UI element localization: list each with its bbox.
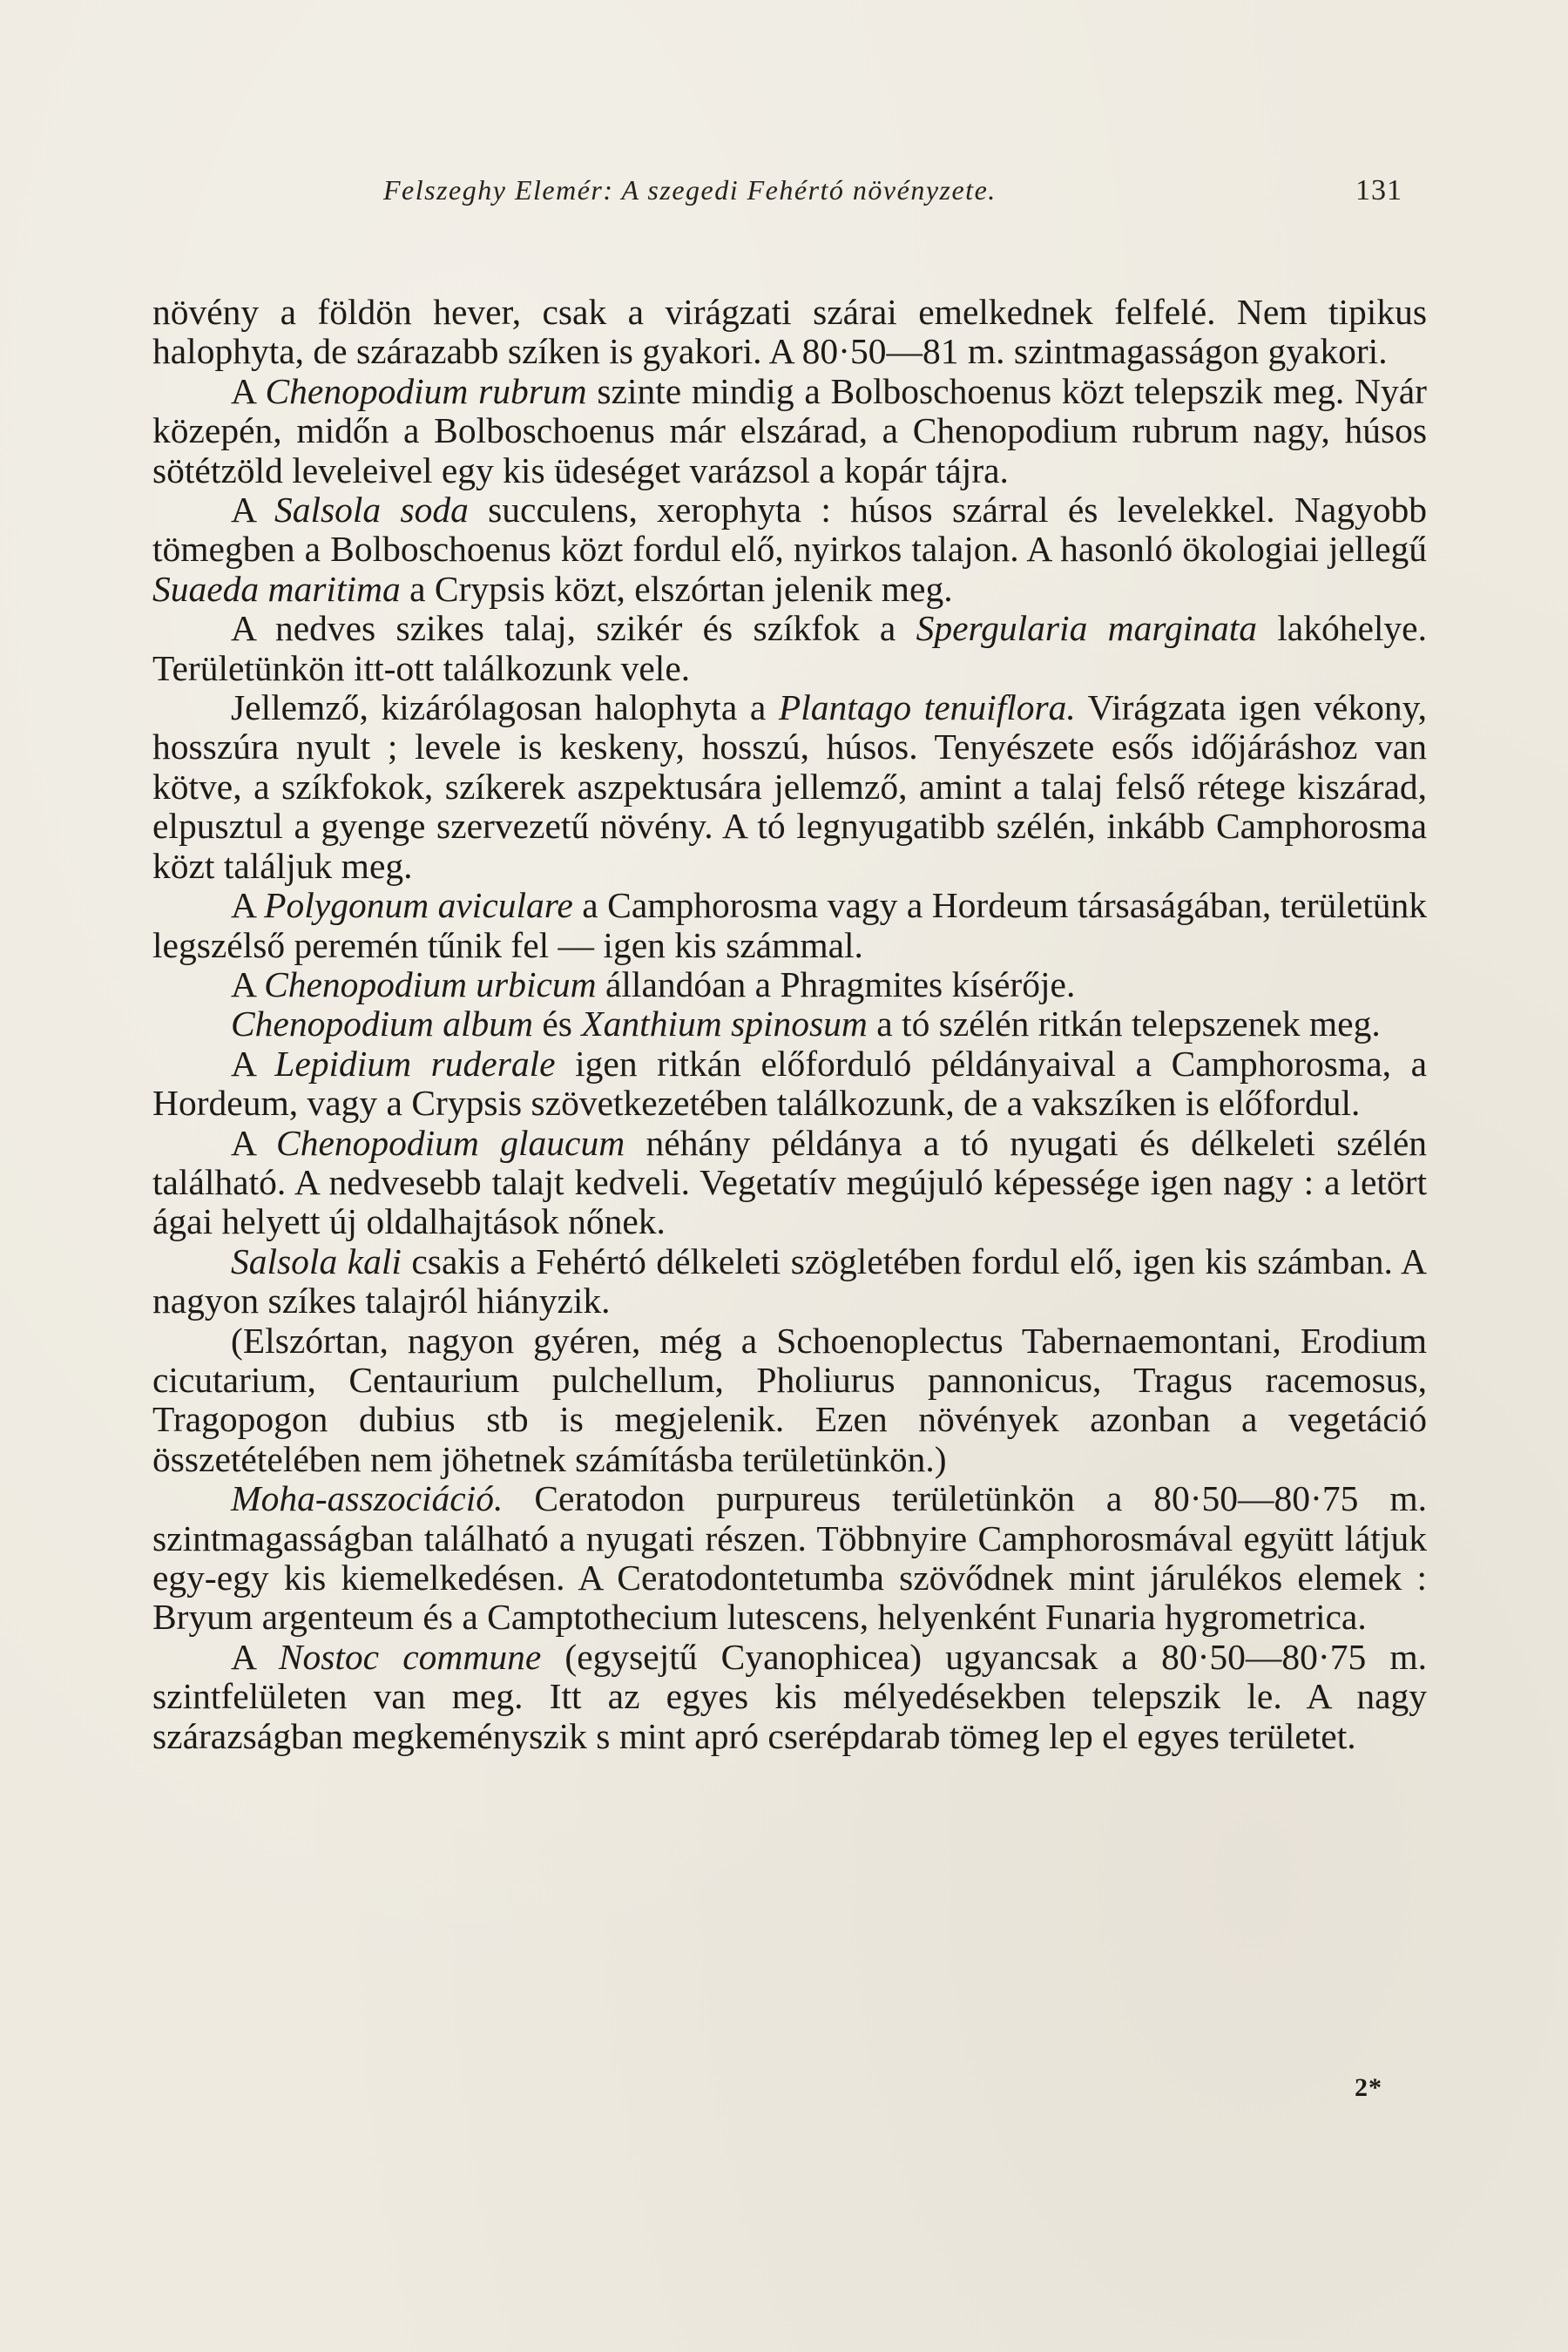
taxon-name: Suaeda maritima <box>152 568 401 609</box>
text-run: néhány példánya a tó nyugati és délkeleti szélén található. A nedvesebb talajt kedveli. Vegetatív megújuló képessége igen nagy : a letört ágai helyett új oldalhajtások nőnek. <box>152 1122 1427 1242</box>
text-run: igen ritkán előforduló példányaival a Camphorosma, a Hordeum, vagy a Crypsis szövetkezetében találkozunk, de a vakszíken is előfordul. <box>152 1043 1427 1124</box>
text-run: növény a földön hever, csak a virágzati szárai emelkednek felfelé. Nem tipikus halophyta, de szárazabb szíken is gyakori. A 80·50—81 m. szintmagasságon gyakori. <box>152 292 1427 372</box>
paragraph <box>152 372 1427 490</box>
paragraph <box>152 293 1427 372</box>
taxon-name: Polygonum aviculare <box>264 885 573 926</box>
text-run: A <box>231 490 274 531</box>
text-run: Ceratodon purpureus területünkön a 80·50—80·75 m. szintmagasságban található a nyugati részen. Többnyire Camphorosmával együtt látjuk egy-egy kis kiemelkedésen. A Ceratodontetumba szövődnek mint járulékos elemek : Bryum argenteum és a Camptothecium lutescens, helyenként Funaria hygrometrica. <box>152 1478 1427 1638</box>
text-run: a tó szélén ritkán telepszenek meg. <box>867 1004 1381 1044</box>
paragraph <box>152 965 1427 1004</box>
page-number: 131 <box>1355 174 1402 206</box>
text-run: állandóan a Phragmites kísérője. <box>596 963 1076 1004</box>
taxon-name: Xanthium spinosum <box>581 1004 868 1044</box>
paragraph <box>152 1004 1427 1044</box>
paragraph <box>152 1124 1427 1242</box>
paragraph <box>152 1242 1427 1321</box>
text-run: (Elszórtan, nagyon gyéren, még a Schoenoplectus Tabernaemontani, Erodium cicutarium, Centaurium pulchellum, Pholiurus pannonicus, Tragus racemosus, Tragopogon dubius stb is megjelenik. Ezen növények azonban a vegetáció összetételében nem jöhetnek számításba területünkön.) <box>152 1320 1427 1479</box>
taxon-name: Chenopodium rubrum <box>265 370 587 411</box>
taxon-name: Spergularia marginata <box>916 608 1257 649</box>
text-run: (egysejtű Cyanophicea) ugyancsak a 80·50—80·75 m. szintfelületen van meg. Itt az egyes kis mélyedésekben telepszik le. A nagy szárazságban megkeményszik s mint apró cserépdarab tömeg lep el egyes területet. <box>152 1636 1428 1756</box>
paragraph <box>152 609 1427 688</box>
text-run: A <box>231 1043 275 1084</box>
text-run: succulens, xerophyta : húsos szárral és levelekkel. Nagyobb tömegben a Bolboschoenus közt fordul elő, nyirkos talajon. A hasonló ökologiai jellegű <box>152 490 1427 570</box>
taxon-name: Moha-asszociáció. <box>231 1478 504 1519</box>
paragraph <box>152 1044 1427 1124</box>
taxon-name: Nostoc commune <box>278 1636 542 1677</box>
paragraph <box>152 688 1427 886</box>
text-run: a Camphorosma vagy a Hordeum társaságában, területünk legszélső peremén tűnik fel — igen kis számmal. <box>152 885 1428 965</box>
taxon-name: Chenopodium glaucum <box>276 1122 625 1163</box>
text-run: lakóhelye. Területünkön itt-ott találkozunk vele. <box>152 608 1427 688</box>
paragraph <box>152 1479 1427 1638</box>
taxon-name: Plantago tenuiflora. <box>778 687 1076 728</box>
text-run: Virágzata igen vékony, hosszúra nyult ; levele is keskeny, hosszú, húsos. Tenyészete esős időjáráshoz van kötve, a szíkfokok, szíkerek aszpektusára jellemző, amint a talaj felső rétege kiszárad, elpusztul a gyenge szervezetű növény. A tó legnyugatibb szélén, inkább Camphorosma közt találjuk meg. <box>152 687 1427 886</box>
text-run: a Crypsis közt, elszórtan jelenik meg. <box>400 568 953 609</box>
text-run: és <box>532 1004 582 1044</box>
text-run: A <box>231 370 266 411</box>
text-run: A <box>231 963 265 1004</box>
text-run: Jellemző, kizárólagosan halophyta a <box>231 687 779 728</box>
taxon-name: Lepidium ruderale <box>274 1043 556 1084</box>
running-title: Felszeghy Elemér: A szegedi Fehértó növényzete. <box>383 174 997 206</box>
taxon-name: Chenopodium urbicum <box>264 963 597 1004</box>
text-run: A nedves szikes talaj, szikér és szíkfok a <box>231 608 916 649</box>
text-run: csakis a Fehértó délkeleti szögletében fordul elő, igen kis számban. A nagyon szíkes talajról hiányzik. <box>152 1240 1427 1321</box>
text-run: A <box>231 885 265 926</box>
text-run: szinte mindig a Bolboschoenus közt telepszik meg. Nyár közepén, midőn a Bolboschoenus már elszárad, a Chenopodium rubrum nagy, húsos sötétzöld leveleivel egy kis üdeséget varázsol a kopár tájra. <box>152 370 1427 490</box>
taxon-name: Salsola kali <box>231 1240 402 1281</box>
text-run: A <box>231 1636 279 1677</box>
text-run: A <box>231 1122 277 1163</box>
body-text <box>152 293 1427 1756</box>
paragraph <box>152 1638 1427 1756</box>
paragraph <box>152 886 1427 965</box>
taxon-name: Salsola soda <box>274 490 469 531</box>
running-head <box>383 174 1402 218</box>
signature-mark: 2* <box>1355 2073 1382 2102</box>
paragraph <box>152 490 1427 609</box>
paragraph <box>152 1321 1427 1480</box>
taxon-name: Chenopodium album <box>231 1004 533 1044</box>
